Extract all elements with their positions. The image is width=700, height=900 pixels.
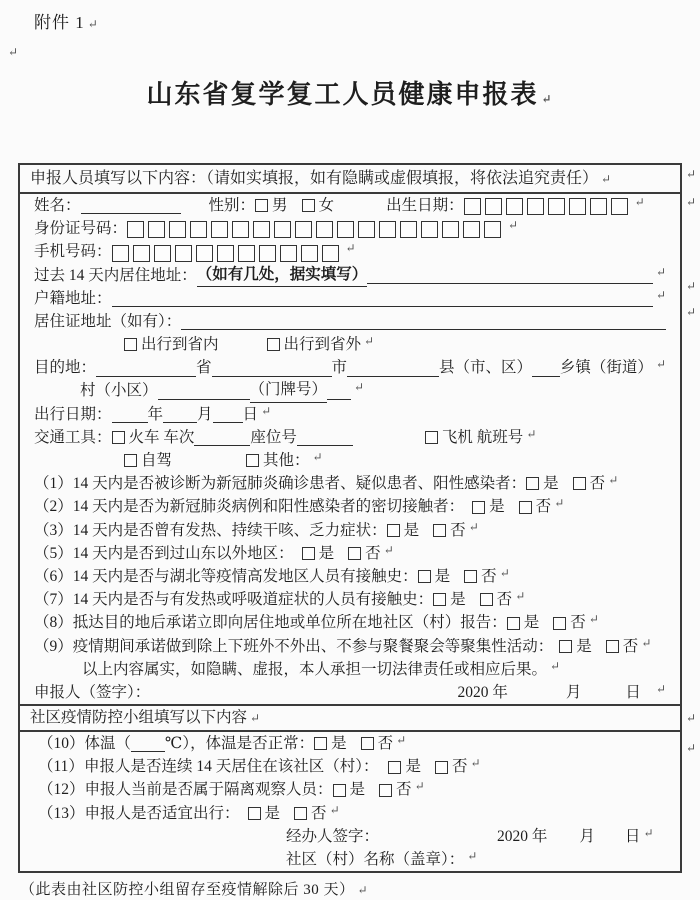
question-text: 申报人当前是否属于隔离观察人员：: [84, 781, 333, 799]
plane-label: 飞机 航班号: [441, 428, 524, 446]
house-no-blank: [327, 387, 351, 400]
sign-day: 日: [624, 827, 641, 845]
checkbox-yes-icon: [472, 501, 485, 514]
question-text: 申报人是否适宜出行：: [84, 804, 240, 822]
row-phone: [20, 240, 680, 263]
permit-address-blank: [181, 317, 666, 330]
no-label: 否: [481, 567, 497, 585]
question-no: （1）: [34, 475, 73, 493]
return-mark-icon: ↵: [643, 825, 654, 840]
other-label: 其他：: [263, 452, 310, 470]
checkbox-yes-icon: [302, 547, 315, 560]
return-mark-icon: ↵: [470, 756, 481, 771]
self-drive-label: 自驾: [141, 452, 173, 470]
village-blank: [158, 387, 250, 400]
fill-box: [274, 221, 291, 238]
yes-label: 是: [264, 804, 281, 822]
fill-box: [322, 245, 339, 262]
checkbox-no-icon: [433, 524, 446, 537]
row-declaration: [20, 658, 680, 681]
checkbox-travel-in-province-icon: [124, 338, 137, 351]
fill-box: [127, 221, 144, 238]
phone-label: 手机号码：: [34, 243, 112, 261]
checkbox-travel-out-province-icon: [267, 338, 280, 351]
row-community-name: [20, 848, 680, 871]
fill-box: [548, 198, 565, 215]
yes-label: 是: [405, 758, 421, 776]
question-row-8: [20, 611, 680, 634]
checkbox-yes-icon: [388, 761, 401, 774]
fill-box: [358, 221, 375, 238]
name-blank: [81, 201, 181, 214]
checkbox-yes-icon: [314, 737, 327, 750]
fill-box: [611, 198, 628, 215]
footer-note-text: （此表由社区防控小组留存至疫情解除后 30 天）: [20, 882, 355, 898]
row-id-number: [20, 217, 680, 240]
fill-box: [154, 245, 171, 262]
fill-box: [485, 198, 502, 215]
attachment-text: 附件 1: [34, 13, 85, 32]
question-row-9: [20, 635, 680, 658]
question-row-11: [20, 755, 680, 778]
departure-date-label: 出行日期：: [34, 405, 112, 423]
province-label: 省: [196, 359, 212, 377]
sign-month: 月: [579, 827, 595, 845]
address-14days-label: 过去 14 天内居住地址：: [34, 266, 197, 284]
fill-box: [463, 221, 480, 238]
question-row-5: [20, 542, 680, 565]
travel-in-province-label: 出行到省内: [141, 336, 219, 354]
yes-label: 是: [318, 544, 335, 562]
address-14days-blank: [367, 271, 653, 284]
section2-header: [20, 704, 680, 732]
question-text: 抵达目的地后承诺立即向居住地或单位所在地社区（村）报告：: [72, 614, 507, 632]
return-mark-icon: ↵: [329, 802, 340, 817]
fill-box: [238, 245, 255, 262]
fill-box: [217, 245, 234, 262]
return-mark-icon: ↵: [554, 496, 565, 511]
no-label: 否: [365, 544, 381, 562]
question-no: （11）: [38, 758, 84, 776]
permit-address-label: 居住证地址（如有）：: [34, 312, 182, 330]
question-text: 疫情期间承诺做到除上下班外不外出、不参与聚餐聚会等聚集性活动：: [72, 637, 554, 655]
fill-box: [148, 221, 165, 238]
checkbox-no-icon: [553, 617, 566, 630]
gender-label: 性别：: [208, 196, 256, 214]
question-row-6: [20, 565, 680, 588]
row-address-14days: [20, 264, 680, 287]
checkbox-male-icon: [255, 199, 268, 212]
month-label: 月: [197, 405, 213, 423]
yes-label: 是: [576, 637, 592, 655]
name-label: 姓名：: [34, 196, 81, 214]
no-label: 否: [377, 735, 394, 753]
checkbox-no-icon: [480, 593, 493, 606]
no-label: 否: [570, 614, 586, 632]
destination-town-blank: [532, 364, 560, 377]
fill-box: [464, 198, 481, 215]
fill-box: [295, 221, 312, 238]
checkbox-yes-icon: [526, 477, 539, 490]
yes-label: 是: [489, 498, 505, 516]
checkbox-yes-icon: [559, 640, 572, 653]
declaration-text: 以上内容属实，如隐瞒、虚报，本人承担一切法律责任或相应后果。: [82, 660, 548, 678]
no-label: 否: [496, 591, 513, 609]
row-departure-date: [20, 403, 680, 426]
checkbox-no-icon: [379, 784, 392, 797]
departure-month-blank: [163, 410, 197, 423]
question-text: 14 天内是否被诊断为新冠肺炎确诊患者、疑似患者、阳性感染者：: [72, 475, 527, 493]
return-mark-icon: ↵: [414, 779, 425, 794]
checkbox-yes-icon: [507, 617, 520, 630]
question-no: （3）: [34, 521, 73, 539]
day-label: 日: [242, 405, 259, 423]
agent-sign-label: 经办人签字：: [286, 827, 380, 845]
phone-boxes: [112, 245, 343, 264]
section2-header-text: 社区疫情防控小组填写以下内容: [30, 709, 248, 727]
checkbox-other-icon: [246, 454, 259, 467]
question-no: （7）: [34, 591, 73, 609]
row-agent-signature: [20, 825, 680, 848]
fill-box: [232, 221, 249, 238]
return-mark-icon: ↵: [312, 450, 323, 465]
page-title: [0, 74, 700, 111]
address-14days-note: （如有几处，据实填写）: [197, 264, 368, 287]
fill-box: [259, 245, 276, 262]
question-text: 14 天内是否曾有发热、持续干咳、乏力症状：: [72, 521, 387, 539]
return-mark-icon: ↵: [685, 741, 696, 755]
return-mark-icon: ↵: [655, 287, 666, 302]
fill-box: [506, 198, 523, 215]
fill-box: [280, 245, 297, 262]
no-label: 否: [450, 521, 466, 539]
no-label: 否: [396, 781, 412, 799]
checkbox-no-icon: [348, 547, 361, 560]
fill-box: [484, 221, 501, 238]
sign-year: 2020 年: [497, 827, 548, 845]
question-row-2: [20, 495, 680, 518]
question-no: （9）: [34, 637, 73, 655]
fill-box: [211, 221, 228, 238]
sign-year: 2020 年: [457, 683, 508, 701]
birth-date-boxes: [464, 198, 632, 217]
question-text: 14 天内是否与湖北等疫情高发地区人员有接触史：: [72, 567, 418, 585]
return-mark-icon: ↵: [601, 172, 612, 186]
row-hukou-address: [20, 287, 680, 310]
fill-box: [337, 221, 354, 238]
question-no: （10）: [38, 735, 85, 753]
question-row-13: [20, 802, 680, 825]
checkbox-no-icon: [606, 640, 619, 653]
return-mark-icon: ↵: [526, 426, 537, 441]
fill-box: [190, 221, 207, 238]
checkbox-no-icon: [294, 807, 307, 820]
page-title-text: 山东省复学复工人员健康申报表: [146, 80, 539, 109]
question-row-1: [20, 472, 680, 495]
return-mark-icon: ↵: [87, 17, 99, 31]
return-mark-icon: ↵: [250, 711, 261, 726]
return-mark-icon: ↵: [345, 241, 356, 256]
question-row-12: [20, 779, 680, 802]
section1-header: [20, 165, 680, 194]
hukou-address-label: 户籍地址：: [34, 289, 112, 307]
yes-label: 是: [403, 521, 420, 539]
fill-box: [169, 221, 186, 238]
return-mark-icon: ↵: [499, 565, 510, 580]
checkbox-train-icon: [112, 431, 125, 444]
train-number-blank: [194, 433, 250, 446]
checkbox-yes-icon: [248, 807, 261, 820]
return-mark-icon: ↵: [261, 403, 272, 418]
checkbox-yes-icon: [433, 593, 446, 606]
fill-box: [527, 198, 544, 215]
year-label: 年: [147, 405, 164, 423]
destination-county-blank: [347, 364, 439, 377]
checkbox-yes-icon: [333, 784, 346, 797]
question-no: （2）: [34, 498, 73, 516]
fill-box: [590, 198, 607, 215]
city-label: 市: [331, 359, 348, 377]
departure-day-blank: [213, 410, 243, 423]
question-text: 14 天内是否与有发热或呼吸道症状的人员有接触史：: [72, 591, 434, 609]
return-mark-icon: ↵: [641, 635, 652, 650]
checkbox-no-icon: [519, 501, 532, 514]
return-mark-icon: ↵: [685, 305, 696, 319]
return-mark-icon: ↵: [655, 357, 666, 372]
fill-box: [253, 221, 270, 238]
return-mark-icon: ↵: [685, 711, 696, 725]
return-mark-icon: ↵: [515, 589, 526, 604]
return-mark-icon: ↵: [655, 264, 666, 279]
checkbox-female-icon: [302, 199, 315, 212]
row-destination: [20, 356, 680, 379]
return-mark-icon: ↵: [608, 473, 619, 488]
return-mark-icon: ↵: [685, 279, 696, 293]
row-transport: [20, 426, 680, 449]
fill-box: [301, 245, 318, 262]
county-label: 县（市、区）: [439, 359, 533, 377]
sign-month: 月: [565, 683, 582, 701]
yes-label: 是: [434, 567, 451, 585]
return-mark-icon: ↵: [383, 542, 394, 557]
question-text: 14 天内是否为新冠肺炎病例和阳性感染者的密切接触者：: [72, 498, 465, 516]
question-no: （5）: [34, 544, 73, 562]
fill-box: [400, 221, 417, 238]
return-mark-icon: ↵: [655, 681, 666, 696]
no-label: 否: [622, 637, 639, 655]
return-mark-icon: ↵: [364, 334, 375, 349]
row-travel-scope: [20, 333, 680, 356]
checkbox-no-icon: [361, 737, 374, 750]
fill-box: [133, 245, 150, 262]
row-transport-2: [20, 449, 680, 472]
fill-box: [112, 245, 129, 262]
health-declaration-form: [18, 163, 682, 873]
yes-label: 是: [543, 475, 559, 493]
town-label: 乡镇（街道）: [559, 359, 653, 377]
checkbox-yes-icon: [387, 524, 400, 537]
travel-out-province-label: 出行到省外: [283, 336, 362, 354]
transport-label: 交通工具：: [34, 428, 112, 446]
return-mark-icon: ↵: [541, 92, 554, 106]
return-mark-icon: ↵: [685, 167, 696, 181]
temperature-blank: [131, 739, 165, 752]
question-row-10: [20, 732, 680, 755]
fill-box: [569, 198, 586, 215]
train-label: 火车 车次: [128, 428, 195, 446]
return-mark-icon: ↵: [357, 883, 369, 897]
declarant-label: 申报人（签字）：: [34, 683, 151, 701]
attachment-label: [34, 8, 99, 33]
question-no: （13）: [38, 804, 85, 822]
departure-year-blank: [112, 410, 148, 423]
female-label: 女: [318, 196, 335, 214]
destination-label: 目的地：: [34, 359, 97, 377]
checkbox-no-icon: [435, 761, 448, 774]
return-mark-icon: ↵: [467, 849, 478, 864]
fill-box: [175, 245, 192, 262]
checkbox-self-drive-icon: [124, 454, 137, 467]
question-text: 申报人是否连续 14 天居住在该社区（村）：: [83, 758, 379, 776]
question-row-3: [20, 519, 680, 542]
no-label: 否: [589, 475, 606, 493]
no-label: 否: [535, 498, 552, 516]
fill-box: [442, 221, 459, 238]
question-row-7: [20, 588, 680, 611]
section1-header-text: 申报人员填写以下内容：（请如实填报，如有隐瞒或虚假填报，将依法追究责任）: [30, 170, 599, 187]
male-label: 男: [272, 196, 288, 214]
row-permit-address: [20, 310, 680, 333]
destination-city-blank: [212, 364, 332, 377]
checkbox-yes-icon: [418, 570, 431, 583]
question-no: （8）: [34, 614, 73, 632]
yes-label: 是: [331, 735, 347, 753]
yes-label: 是: [450, 591, 466, 609]
id-number-boxes: [127, 221, 505, 240]
temperature-pre-label: 体温（: [84, 735, 132, 753]
community-name-label: 社区（村）名称（盖章）：: [286, 851, 465, 869]
question-no: （6）: [34, 567, 73, 585]
row-declarant-signature: [20, 681, 680, 704]
fill-box: [421, 221, 438, 238]
fill-box: [379, 221, 396, 238]
no-label: 否: [311, 804, 327, 822]
checkbox-no-icon: [464, 570, 477, 583]
return-mark-icon: ↵: [396, 733, 407, 748]
sign-day: 日: [625, 683, 641, 701]
return-mark-icon: ↵: [8, 45, 19, 59]
row-name-gender-birth: [20, 194, 680, 217]
return-mark-icon: ↵: [588, 612, 599, 627]
temperature-post-label: ℃），体温是否正常：: [165, 735, 315, 753]
village-label: 村（小区）: [80, 382, 158, 400]
fill-box: [196, 245, 213, 262]
return-mark-icon: ↵: [508, 218, 519, 233]
no-label: 否: [451, 758, 468, 776]
yes-label: 是: [349, 781, 366, 799]
birth-date-label: 出生日期：: [386, 196, 464, 214]
question-text: 14 天内是否到过山东以外地区：: [72, 544, 294, 562]
yes-label: 是: [523, 614, 540, 632]
footer-note: [20, 878, 368, 899]
return-mark-icon: ↵: [685, 195, 696, 209]
return-mark-icon: ↵: [550, 658, 561, 673]
return-mark-icon: ↵: [634, 194, 645, 209]
house-no-label: （门牌号）: [250, 380, 328, 403]
checkbox-plane-icon: [425, 431, 438, 444]
checkbox-no-icon: [573, 477, 586, 490]
question-no: （12）: [38, 781, 85, 799]
seat-number-blank: [297, 433, 353, 446]
return-mark-icon: ↵: [354, 380, 365, 395]
id-number-label: 身份证号码：: [34, 220, 128, 238]
row-village: [20, 380, 680, 403]
seat-label: 座位号: [250, 428, 297, 446]
hukou-address-blank: [112, 294, 653, 307]
fill-box: [316, 221, 333, 238]
return-mark-icon: ↵: [468, 519, 479, 534]
destination-province-blank: [96, 364, 196, 377]
